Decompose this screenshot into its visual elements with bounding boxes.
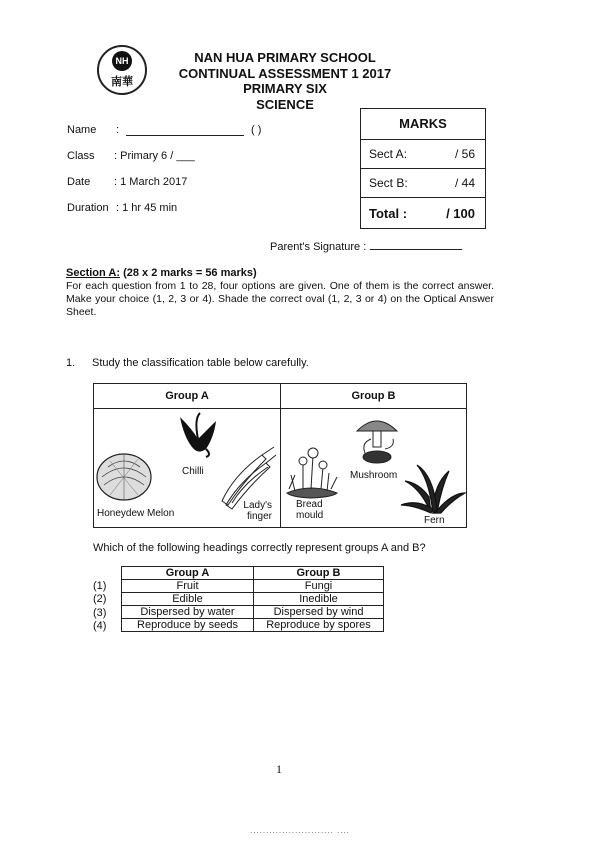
logo-chinese: 南華: [111, 76, 133, 88]
option-row-1: [122, 580, 384, 593]
duration-value: : 1 hr 45 min: [116, 202, 178, 214]
level-title: PRIMARY SIX: [243, 81, 327, 96]
classification-table: [93, 383, 467, 528]
option-row-4: [122, 619, 384, 632]
name-field[interactable]: [126, 135, 244, 136]
option-numbers: [93, 566, 106, 634]
section-a-title: Section A:: [66, 267, 120, 279]
signature-label: Parent's Signature :: [270, 241, 367, 253]
footer-scan-mark: .......................... ....: [250, 826, 350, 835]
option-1-b: Fungi: [254, 580, 384, 593]
total-label: Total :: [369, 206, 408, 221]
options-table: [121, 566, 384, 632]
option-row-3: [122, 606, 384, 619]
chilli-icon: [180, 413, 216, 457]
section-a-heading: [66, 267, 257, 279]
sect-b-label: Sect B:: [369, 176, 408, 190]
sect-a-label: Sect A:: [369, 147, 408, 161]
signature-line[interactable]: [370, 249, 462, 250]
date-label: Date: [67, 176, 91, 188]
bread-mould-icon: [287, 448, 337, 498]
register-number-field[interactable]: ( ): [251, 124, 262, 136]
subject-title: SCIENCE: [256, 96, 314, 112]
fern-icon: [401, 465, 465, 513]
question-text: Study the classification table below carefully.: [92, 357, 309, 369]
school-name: NAN HUA PRIMARY SCHOOL: [194, 50, 376, 65]
option-3-number: (3): [93, 606, 107, 619]
option-2-a: Edible: [122, 593, 254, 606]
total-value: / 100: [446, 206, 475, 221]
section-a-instructions: For each question from 1 to 28, four options are given. One of them is the correct answer. Make your choice (1, 2, 3 or 4). Shade the correct oval (1, 2, 3 or 4) on the Optical Answer Sheet.: [66, 280, 494, 318]
page-number: 1: [276, 762, 282, 776]
options-header-a: Group A: [122, 567, 254, 580]
sect-b-value: / 44: [454, 176, 475, 190]
option-4-a: Reproduce by seeds: [122, 619, 254, 632]
total-row: [361, 198, 485, 230]
name-colon: :: [116, 124, 120, 136]
parent-signature: [270, 241, 462, 253]
melon-label: Honeydew Melon: [97, 508, 175, 519]
melon-icon: [97, 454, 151, 500]
document-header: [170, 50, 400, 112]
option-2-b: Inedible: [254, 593, 384, 606]
option-2-number: (2): [93, 593, 107, 606]
assessment-title: CONTINUAL ASSESSMENT 1 2017: [178, 65, 392, 81]
bread-mould-label: Bread mould: [296, 499, 324, 521]
question-number: 1.: [66, 357, 76, 369]
question-1-subprompt: Which of the following headings correctly represent groups A and B?: [93, 542, 426, 554]
date-value: : 1 March 2017: [114, 176, 188, 188]
sect-a-row: [361, 140, 485, 169]
group-b-header: Group B: [281, 384, 466, 409]
duration-label: Duration: [67, 202, 109, 214]
group-a-header: Group A: [94, 384, 280, 409]
option-1-number: (1): [93, 579, 107, 592]
option-4-b: Reproduce by spores: [254, 619, 384, 632]
options-header-row: [122, 567, 384, 580]
chilli-label: Chilli: [182, 466, 204, 477]
ladys-finger-label: Lady's finger: [243, 500, 272, 522]
sect-a-value: / 56: [454, 147, 475, 161]
option-3-b: Dispersed by wind: [254, 606, 384, 619]
school-logo: [97, 45, 147, 95]
class-label: Class: [67, 150, 95, 162]
class-value: : Primary 6 / ___: [114, 150, 195, 162]
marks-title: MARKS: [361, 109, 485, 140]
name-label: Name: [67, 124, 97, 136]
option-3-a: Dispersed by water: [122, 606, 254, 619]
option-4-number: (4): [93, 620, 107, 633]
marks-box: [360, 108, 486, 229]
mushroom-label: Mushroom: [350, 470, 398, 481]
option-row-2: [122, 593, 384, 606]
mushroom-icon: [357, 421, 397, 463]
section-a-marks: (28 x 2 marks = 56 marks): [123, 267, 257, 279]
option-1-a: Fruit: [122, 580, 254, 593]
logo-initials: NH: [112, 51, 132, 71]
options-header-b: Group B: [254, 567, 384, 580]
fern-label: Fern: [424, 515, 445, 526]
sect-b-row: [361, 169, 485, 198]
question-1-prompt: [66, 357, 309, 369]
